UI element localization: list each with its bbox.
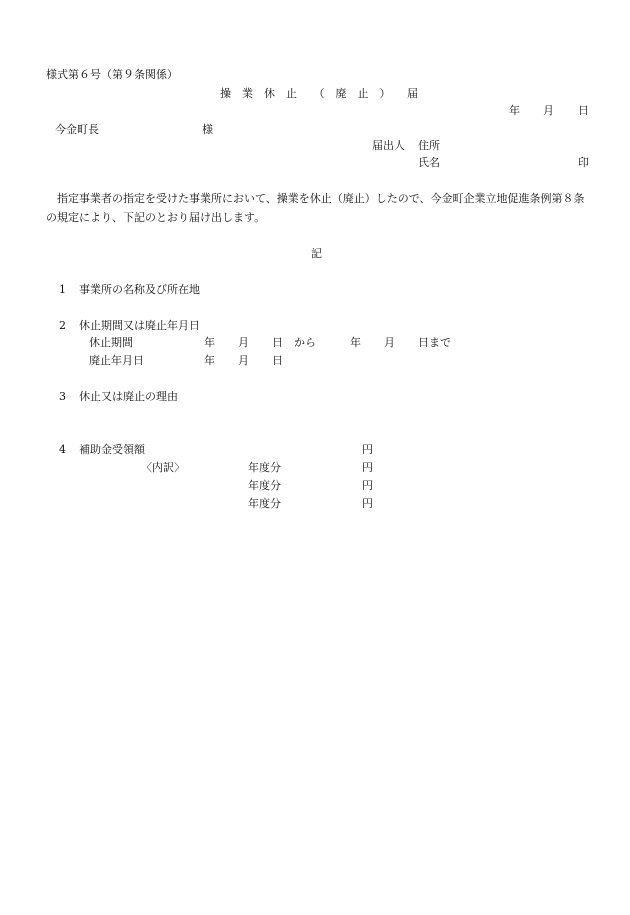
item-3-label: 休止又は廃止の理由 — [79, 390, 178, 403]
breakdown-row-3-yen: 円 — [362, 497, 373, 510]
item-4-label: 補助金受領額 — [79, 443, 145, 456]
breakdown-row-1-yen: 円 — [362, 461, 373, 474]
item-4-number: 4 — [59, 443, 66, 456]
addressee-honorific: 様 — [202, 123, 213, 136]
suspension-year: 年 — [204, 336, 215, 349]
date-month-label: 月 — [543, 104, 554, 117]
form-number: 様式第６号（第９条関係） — [46, 68, 178, 81]
item-2-label: 休止期間又は廃止年月日 — [79, 319, 200, 332]
suspension-year-2: 年 — [350, 336, 361, 349]
date-day-label: 日 — [578, 104, 589, 117]
date-year-label: 年 — [509, 104, 520, 117]
breakdown-label: 〈内訳〉 — [141, 461, 185, 474]
breakdown-row-2-fy: 年度分 — [248, 479, 281, 492]
ki-heading: 記 — [311, 247, 322, 260]
suspension-day: 日 — [272, 336, 283, 349]
breakdown-row-1-fy: 年度分 — [248, 461, 281, 474]
breakdown-row-3-fy: 年度分 — [248, 497, 281, 510]
suspension-until: 日まで — [418, 336, 451, 349]
seal-mark: 印 — [578, 156, 589, 169]
suspension-month-2: 月 — [384, 336, 395, 349]
addressee-name: 今金町長 — [55, 123, 99, 136]
abolition-label: 廃止年月日 — [89, 354, 144, 367]
item-3-number: 3 — [59, 390, 66, 403]
notifier-label: 届出人 — [372, 139, 405, 152]
abolition-day: 日 — [272, 354, 283, 367]
name-label: 氏名 — [418, 156, 440, 169]
address-label: 住所 — [418, 139, 440, 152]
item-1-label: 事業所の名称及び所在地 — [79, 283, 200, 296]
suspension-month: 月 — [238, 336, 249, 349]
item-2-number: 2 — [59, 319, 66, 332]
abolition-month: 月 — [238, 354, 249, 367]
body-text: 指定事業者の指定を受けた事業所において、操業を休止（廃止）したので、今金町企業立地促進条例第８条の規定により、下記のとおり届け出します。 — [46, 192, 585, 224]
subsidy-total-yen: 円 — [362, 443, 373, 456]
breakdown-row-2-yen: 円 — [362, 479, 373, 492]
suspension-label: 休止期間 — [89, 336, 133, 349]
item-1-number: 1 — [59, 283, 66, 296]
form-title: 操 業 休 止 （ 廃 止 ） 届 — [220, 87, 418, 100]
abolition-year: 年 — [204, 354, 215, 367]
suspension-from: から — [294, 336, 316, 349]
